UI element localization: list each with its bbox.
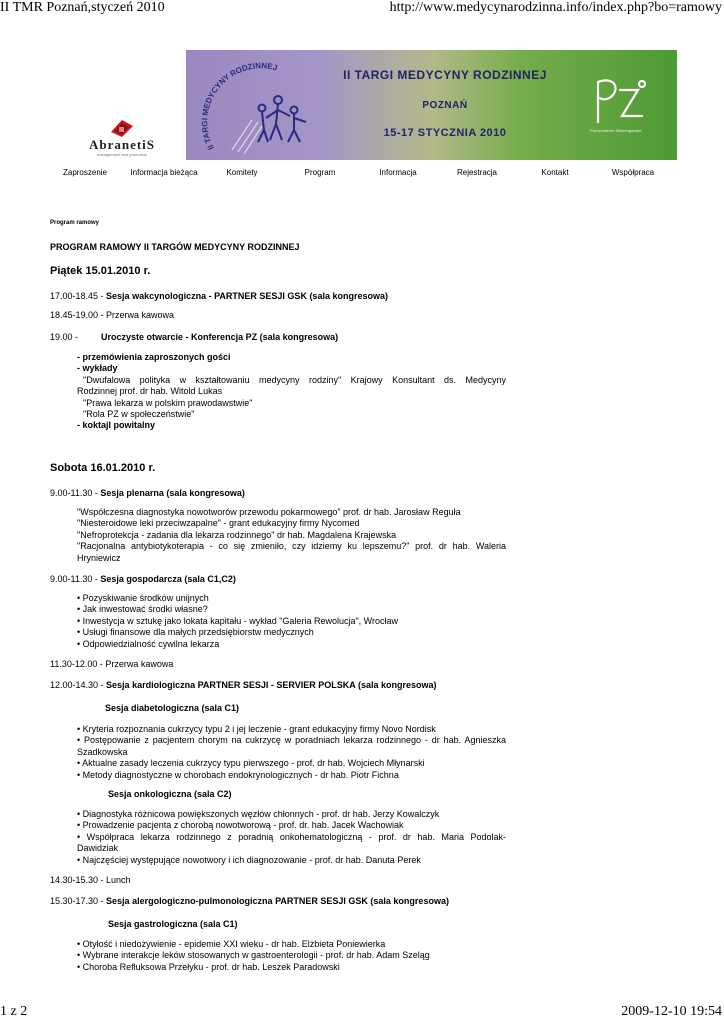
print-header-url: http://www.medycynarodzinna.info/index.php?bo=ramowy — [389, 0, 722, 15]
logo-mark-icon — [107, 118, 137, 138]
list-item: - wykłady — [77, 363, 118, 374]
saturday-lunch: 14.30-15.30 - Lunch — [50, 875, 131, 885]
banner-city: POZNAŃ — [422, 100, 468, 111]
pz-caption: Porozumienie Zielonogórskie — [590, 128, 642, 133]
friday-opening-items — [77, 352, 506, 432]
business-items — [77, 593, 506, 650]
list-item: "Niesteroidowe leki przeciwzapalne" - grant edukacyjny firmy Nycomed — [77, 518, 360, 529]
oncology-title: Sesja onkologiczna (sala C2) — [108, 789, 232, 799]
print-footer-page: 1 z 2 — [0, 1004, 28, 1019]
friday-session-vaccine: 17.00-18.45 - Sesja wakcynologiczna - PARTNER SESJI GSK (sala kongresowa) — [50, 291, 388, 301]
list-item: • Kryteria rozpoznania cukrzycy typu 2 i jej leczenie - grant edukacyjny firmy Novo Nordisk — [77, 724, 436, 734]
list-item: "Współczesna diagnostyka nowotworów przewodu pokarmowego" prof. dr hab. Jarosław Reguła — [77, 507, 461, 517]
nav-komitety[interactable]: Komitety — [226, 168, 258, 177]
breadcrumb: Program ramowy — [50, 220, 100, 226]
list-item: "Rola PZ w społeczeństwie" — [83, 409, 195, 420]
list-item: Rodzinnej prof. dr hab. Witold Lukas — [77, 386, 223, 397]
list-item: Szadkowska — [77, 746, 128, 757]
saturday-session-allergy: 15.30-17.30 - Sesja alergologiczno-pulmonologiczna PARTNER SESJI GSK (sala kongresowa) — [50, 896, 449, 906]
list-item: - koktajl powitalny — [77, 420, 156, 431]
list-item: - przemówienia zaproszonych gości — [77, 352, 231, 362]
saturday-heading: Sobota 16.01.2010 r. — [50, 462, 156, 474]
list-item: Dawidziak — [77, 843, 119, 854]
nav-informacja-biezaca[interactable]: Informacja bieżąca — [130, 168, 198, 177]
list-item: • Inwestycja w sztukę jako lokata kapitału - wykład "Galeria Rewolucja", Wrocław — [77, 615, 398, 626]
logo-tagline: management and promotion — [96, 152, 148, 157]
saturday-session-business: 9.00-11.30 - Sesja gospodarcza (sala C1,C2) — [50, 574, 236, 584]
oncology-items — [77, 809, 506, 866]
list-item: • Otyłość i niedożywienie - epidemie XXI wieku - dr hab. Elżbieta Poniewierka — [77, 939, 386, 949]
page-title: PROGRAM RAMOWY II TARGÓW MEDYCYNY RODZINNEJ — [50, 242, 300, 252]
friday-coffee-break: 18.45-19.00 - Przerwa kawowa — [50, 310, 175, 320]
list-item: • Współpraca lekarza rodzinnego z poradnią onkohematologiczną - prof. dr hab. Maria Podolak- — [77, 831, 506, 842]
list-item: • Postępowanie z pacjentem chorym na cukrzycę w poradniach lekarza rodzinnego - dr hab. Agnieszka — [77, 735, 506, 746]
list-item: • Prowadzenie pacjenta z chorobą nowotworową - prof. dr. hab. Jacek Wachowiak — [77, 820, 404, 831]
nav-program[interactable]: Program — [304, 168, 336, 177]
abranetis-logo[interactable] — [80, 118, 164, 162]
friday-heading: Piątek 15.01.2010 r. — [50, 265, 151, 277]
banner-arc-text: II TARGI MEDYCYNY RODZINNEJ — [200, 61, 279, 152]
print-footer-date: 2009-12-10 19:54 — [621, 1004, 722, 1019]
gastrology-items — [77, 939, 506, 973]
event-banner — [186, 50, 677, 160]
list-item: • Aktualne zasady leczenia cukrzycy typu pierwszego - prof. dr hab. Wojciech Młynarski — [77, 758, 425, 769]
nav-rejestracja[interactable]: Rejestracja — [456, 168, 498, 177]
list-item: • Pozyskiwanie środków unijnych — [77, 593, 209, 603]
banner-title: II TARGI MEDYCYNY RODZINNEJ — [343, 68, 547, 82]
list-item: • Metody diagnostyczne w chorobach endokrynologicznych - dr hab. Piotr Fichna — [77, 769, 399, 780]
saturday-session-plenary: 9.00-11.30 - Sesja plenarna (sala kongresowa) — [50, 488, 245, 498]
list-item: • Jak inwestować środki własne? — [77, 604, 208, 615]
list-item: • Najczęściej występujące nowotwory i ich diagnozowanie - prof. dr hab. Danuta Perek — [77, 854, 421, 865]
list-item: "Nefroprotekcja - zadania dla lekarza rodzinnego" dr hab. Magdalena Krajewska — [77, 529, 397, 540]
print-header-title: II TMR Poznań,styczeń 2010 — [0, 0, 165, 15]
friday-session-opening: 19.00 - Uroczyste otwarcie - Konferencja PZ (sala kongresowa) — [50, 332, 339, 342]
pz-logo-icon — [590, 70, 646, 126]
nav-wspolpraca[interactable]: Współpraca — [611, 168, 655, 177]
saturday-coffee-break: 11.30-12.00 - Przerwa kawowa — [50, 659, 174, 669]
main-nav — [0, 168, 724, 182]
diabetology-items — [77, 724, 506, 781]
dancing-figures-icon — [192, 60, 322, 160]
saturday-session-cardiology: 12.00-14.30 - Sesja kardiologiczna PARTNER SESJI - SERVIER POLSKA (sala kongresowa) — [50, 680, 437, 690]
gastrology-title: Sesja gastrologiczna (sala C1) — [108, 919, 238, 929]
nav-kontakt[interactable]: Kontakt — [541, 168, 569, 177]
list-item: "Racjonalna antybiotykoterapia - co się zmieniło, czy idziemy ku lepszemu?" prof. dr hab. Waleria — [77, 541, 506, 552]
plenary-items — [77, 507, 506, 564]
list-item: • Usługi finansowe dla małych przedsiębiorstw medycznych — [77, 627, 314, 638]
list-item: • Wybrane interakcje leków stosowanych w gastroenterologii - prof. dr hab. Adam Szeląg — [77, 950, 430, 961]
list-item: "Prawa lekarza w polskim prawodawstwie" — [83, 397, 253, 408]
nav-zaproszenie[interactable]: Zaproszenie — [62, 168, 108, 177]
list-item: "Dwufalowa polityka w kształtowaniu medycyny rodziny" Krajowy Konsultant ds. Medycyny — [83, 374, 506, 385]
list-item: • Odpowiedzialność cywilna lekarza — [77, 638, 220, 649]
list-item: • Choroba Refluksowa Przełyku - prof. dr hab. Leszek Paradowski — [77, 961, 340, 972]
nav-informacja[interactable]: Informacja — [379, 168, 417, 177]
list-item: Hryniewicz — [77, 552, 121, 563]
list-item: • Diagnostyka różnicowa powiększonych węzłów chłonnych - prof. dr hab. Jerzy Kowalczyk — [77, 809, 440, 819]
banner-dates: 15-17 STYCZNIA 2010 — [383, 127, 507, 139]
diabetology-title: Sesja diabetologiczna (sala C1) — [105, 703, 240, 713]
logo-name: AbranetiS — [88, 137, 156, 152]
